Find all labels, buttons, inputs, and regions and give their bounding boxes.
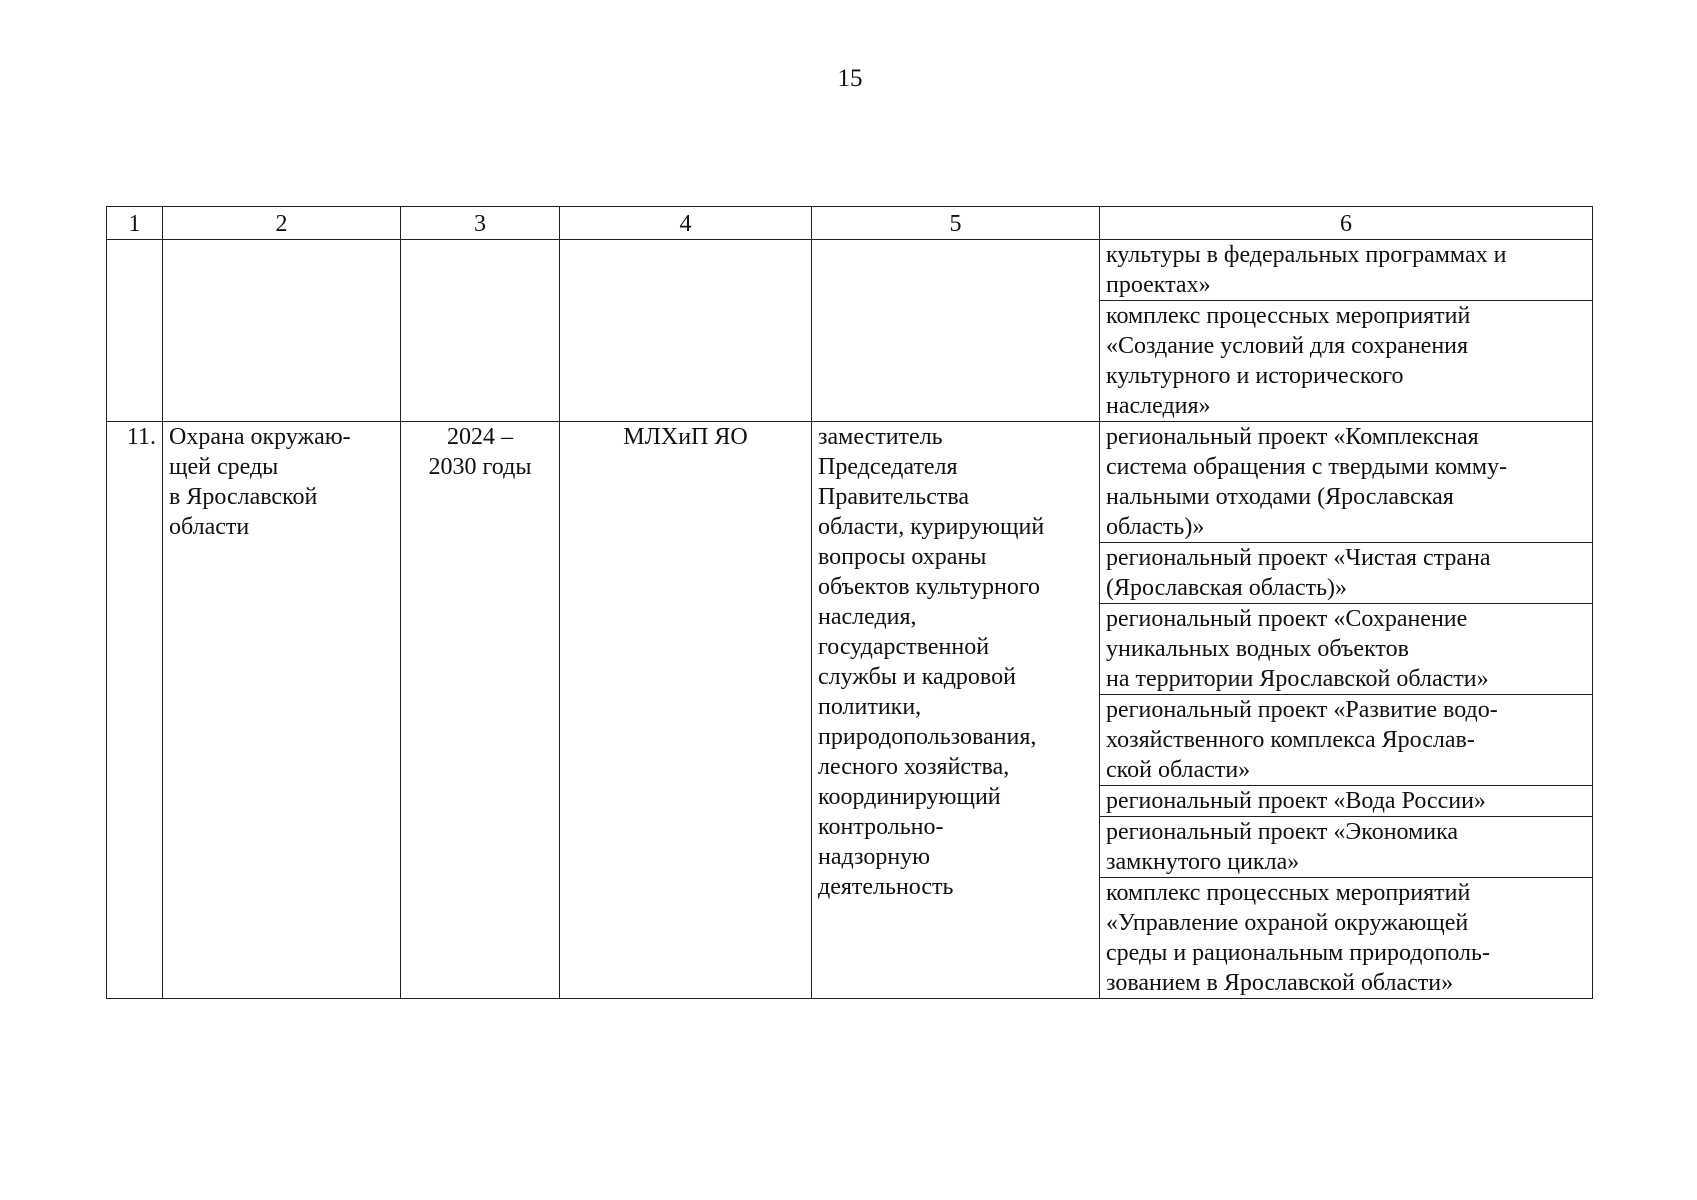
project-item: региональный проект «Чистая страна (Ярославская область)» bbox=[1100, 543, 1593, 604]
prev-project-item: комплекс процессных мероприятий «Создание условий для сохранения культурного и исторического наследия» bbox=[1100, 301, 1593, 422]
program-name: Охрана окружаю- щей среды в Ярославской области bbox=[163, 422, 401, 999]
header-col-4: 4 bbox=[560, 207, 812, 240]
project-item: региональный проект «Развитие водо- хозяйственного комплекса Ярослав- ской области» bbox=[1100, 695, 1593, 786]
page-number: 15 bbox=[837, 65, 863, 92]
header-col-3: 3 bbox=[401, 207, 560, 240]
table-row bbox=[107, 240, 1593, 301]
row-number: 11. bbox=[107, 422, 163, 999]
header-col-2: 2 bbox=[163, 207, 401, 240]
program-table bbox=[106, 206, 1593, 999]
prev-cell-1 bbox=[107, 240, 163, 422]
project-item: региональный проект «Экономика замкнутого цикла» bbox=[1100, 817, 1593, 878]
prev-cell-5 bbox=[812, 240, 1100, 422]
program-period: 2024 – 2030 годы bbox=[401, 422, 560, 999]
table-row bbox=[107, 422, 1593, 543]
header-col-6: 6 bbox=[1100, 207, 1593, 240]
project-item: региональный проект «Сохранение уникальных водных объектов на территории Ярославской области» bbox=[1100, 604, 1593, 695]
prev-project-item: культуры в федеральных программах и проектах» bbox=[1100, 240, 1593, 301]
project-item: региональный проект «Вода России» bbox=[1100, 786, 1593, 817]
header-col-1: 1 bbox=[107, 207, 163, 240]
header-row bbox=[107, 207, 1593, 240]
program-executor: МЛХиП ЯО bbox=[560, 422, 812, 999]
header-col-5: 5 bbox=[812, 207, 1100, 240]
project-item: комплекс процессных мероприятий «Управление охраной окружающей среды и рациональным природополь- зованием в Ярославской области» bbox=[1100, 878, 1593, 999]
project-item: региональный проект «Комплексная система обращения с твердыми комму- нальными отходами (Ярославская область)» bbox=[1100, 422, 1593, 543]
prev-cell-3 bbox=[401, 240, 560, 422]
prev-cell-4 bbox=[560, 240, 812, 422]
prev-cell-2 bbox=[163, 240, 401, 422]
program-curator: заместитель Председателя Правительства области, курирующий вопросы охраны объектов культурного наследия, государственной службы и кадровой политики, природопользования, лесного хозяйства, координирующий контрольно- надзорную деятельность bbox=[812, 422, 1100, 999]
